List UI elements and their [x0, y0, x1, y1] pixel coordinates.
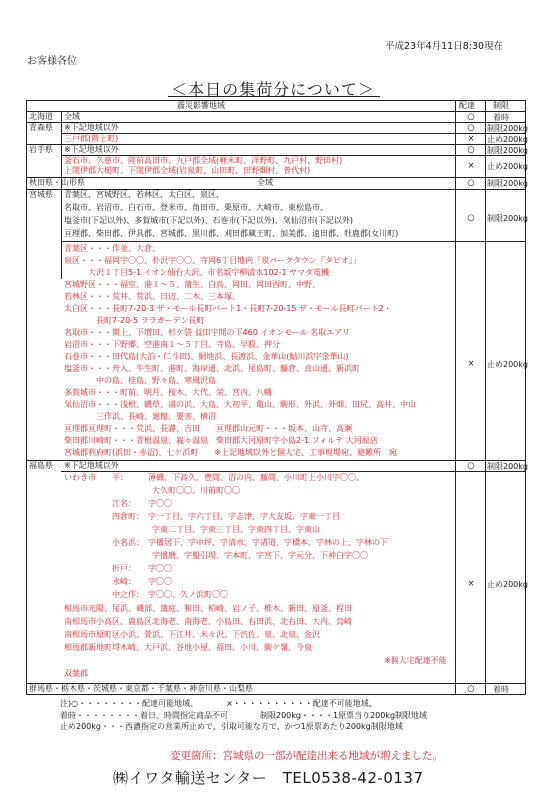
row-text: 上閉伊郡大槌町、下閉伊郡全域(岩泉町、山田町、田野畑村、普代村) [64, 166, 311, 175]
region-fukushima: 福島県 [29, 461, 53, 470]
region-aomori: 青森県 [29, 123, 53, 132]
row-text: 全域 [257, 178, 273, 187]
row-text: 青葉区、宮城野区、若林区、太白区、泉区、 [64, 190, 224, 199]
miyagi-detail-line: 岩沼市・・・下野郷、空港南１～５丁目、寺島、早股、押分 [64, 340, 280, 349]
limit-value: 制限200kg [487, 462, 528, 471]
limit-value: 止め200kg [487, 162, 528, 171]
limit-value: 着時 [493, 113, 509, 122]
limit-value: 制限200kg [487, 214, 528, 223]
row-text: 三戸郡(階上町) [64, 134, 119, 143]
row-text: 塩釜市(下記以外)、多賀城市(下記以外)、石巻市(下記以外)、気仙沼市(下記以外) [64, 216, 353, 225]
delivery-mark: ○ [467, 123, 475, 133]
title-underline [168, 96, 380, 97]
miyagi-detail-line: 塩釜市・・・舟入、牛生町、港町、海岸通、北浜、尾島町、藤倉、貞山通、新浜町 [64, 364, 360, 373]
miyagi-detail-line: 亘理郡亘理町・・・荒浜、長瀞、吉田 亘理郡山元町・・・坂本、山寺、高瀬 [64, 424, 352, 433]
header-limit: 制限 [493, 101, 509, 110]
region-hokkaido: 北海道 [29, 112, 53, 121]
delivery-mark: × [467, 579, 475, 589]
delivery-mark: × [467, 134, 475, 144]
fukushima-line: 小名浜： 字播居下、字中坪、字清水、字渚道、字橋本、字林の上、字林の下 [64, 538, 388, 547]
limit-value: 制限200kg [487, 146, 528, 155]
miyagi-detail-line: 柴田郡川崎町・・・青根温泉、峩々温泉 柴田郡大河原町字小島2-1 フォルテ 大河原店 [64, 436, 378, 445]
company-contact: ㈱イワタ輸送センター TEL0538-42-0137 [113, 769, 424, 787]
fukushima-line: 中之作： 字〇〇、久ノ浜町〇〇 [64, 590, 228, 599]
region-kanto: 群馬県・栃木県・茨城県・東京都・千葉県・神奈川県・山梨県 [29, 684, 253, 693]
note-line: 注)○・・・・・・・・配達可能地域、 ×・・・・・・・・・・配達不可能地域、 [60, 699, 377, 708]
miyagi-detail-line: 長町7-20-5 ララガーデン長町 [64, 316, 205, 325]
delivery-mark: ○ [467, 684, 475, 694]
limit-value: 止め200kg [487, 135, 528, 144]
limit-value: 着時 [493, 685, 509, 694]
delivery-status-table [26, 100, 526, 695]
miyagi-detail-line: 宮城郡利府町(浜田・赤沼)、七ケ浜町 ※上記地域以外と個人宅、工事現場宛、避難所 宛 [64, 448, 397, 457]
issue-date: 平成23年4月11日8:30現在 [385, 41, 504, 52]
page-title: ＜本日の集荷分について＞ [171, 80, 375, 99]
miyagi-detail-line: 三作浜、長崎、廻館、要害、横沼 [64, 412, 216, 421]
row-text: 全域 [64, 112, 80, 121]
fukushima-line: 双葉郡 [64, 669, 88, 678]
limit-value: 制限200kg [487, 124, 528, 133]
miyagi-detail-line: 中の島、桂島、野々島、寒風沢島 [64, 376, 216, 385]
miyagi-detail-line: 泉区・・・福岡字〇〇、朴沢字〇〇、寺岡6丁目地内「泉パークタウン『タピオ』」 [64, 256, 361, 265]
legend-notes [60, 698, 427, 733]
fukushima-line: 字東二丁目、字東三丁目、字東四丁目、字東山 [64, 525, 320, 534]
note-line: 止め200kg・・・西濃指定の営業所止めで、引取可能な方で、かつ1原票あたり200kg制限地域 [60, 722, 403, 731]
region-miyagi: 宮城県 [29, 190, 53, 199]
limit-value: 止め200kg [487, 580, 528, 589]
fukushima-line: 江名： 字〇〇 [64, 499, 172, 508]
delivery-mark: ○ [467, 178, 475, 188]
fukushima-line: 大久町〇〇、川前町〇〇 [64, 486, 240, 495]
fukushima-line: 南相馬市小高区、鹿島区北海老、南海老、小島田、右田浜、北右田、大内、烏崎 [64, 617, 352, 626]
fukushima-line: 四倉町： 字一丁目、字六丁目、字志津、字大友坂、字東一丁目 [64, 512, 340, 521]
row-text: ※下記地域以外 [64, 145, 119, 154]
delivery-mark: × [467, 161, 475, 171]
region-iwate: 岩手県 [29, 145, 53, 154]
miyagi-detail-line: 大沢１丁目5-1 イオン仙台大沢、市名坂字柳清水102-1 ヤマダ電機 [64, 268, 330, 277]
delivery-mark: ○ [467, 461, 475, 471]
miyagi-detail-line: 名取市・・・閖上、下増田、杉ケ袋 益田字開の下460 イオンモール 名取エアリ [64, 328, 350, 337]
row-text: ※下記地域以外 [64, 123, 119, 132]
region-akita-yamagata: 秋田県・山形県 [29, 178, 85, 187]
col-divider-region [61, 111, 62, 279]
miyagi-detail-line: 青葉区・・・作並、大倉、 [64, 244, 160, 253]
row-text: 釜石市、久慈市、陸前高田市、九戸郡全域(軽米町、洋野町、九戸村、野田村) [64, 156, 343, 165]
header-area: 震災影響地域 [177, 101, 225, 110]
row-text: 亘理郡、柴田郡、伊具郡、宮城郡、黒川郡、刈田郡蔵王町、加美郡、遠田郡、牡鹿郡(女川町) [64, 229, 399, 238]
miyagi-detail-line: 若林区・・・荒井、荒浜、日辺、二木、三本塚、 [64, 292, 240, 301]
limit-value: 制限200kg [487, 179, 528, 188]
header-delivery: 配達 [459, 101, 475, 110]
note-line: 着時・・・・・・・・着日、時間指定商品不可 制限200kg・・・・1原票当り200kg制限地域 [60, 710, 428, 720]
fukushima-line: 折戸： 字〇〇 [64, 564, 172, 573]
change-notice: 変更箇所：宮城県の一部が配達出来る地域が増えました。 [170, 750, 443, 762]
row-text: 名取市、岩沼市、白石市、登米市、角田市、栗原市、大崎市、東松島市、 [64, 203, 328, 212]
fukushima-line: 相馬市光陽、尾浜、磯部、蒲庭、和田、柏崎、岩ノ子、椎木、新田、原釜、程田 [64, 604, 352, 613]
miyagi-detail-line: 気仙沼市・・・浅根、磯草、浦の浜、大島、大初平、亀山、駒形、外浜、外畑、田尻、高井、中山 [64, 400, 416, 409]
delivery-mark: ○ [467, 145, 475, 155]
miyagi-detail-line: 宮城野区・・・福室、港１～５、蒲生、白鳥、岡田、岡田西町、中野、 [64, 280, 320, 289]
fukushima-line: 永崎： 字〇〇 [64, 577, 172, 586]
delivery-mark: ○ [467, 213, 475, 223]
addressee: お客様各位 [27, 56, 77, 67]
fukushima-note: ※個人宅配達不能 [384, 656, 447, 665]
delivery-mark: × [467, 359, 475, 369]
miyagi-detail-line: 石巻市・・・田代島(大泊・仁斗田)、網地浜、長渡浜、金華山(鮎川浜字金華山) [64, 352, 349, 361]
fukushima-line: 相馬郡新地町埒木崎、大戸浜、谷地小屋、福田、小川、駒ケ嶺、今泉 [64, 643, 312, 652]
fukushima-line: いわき市 平： 薄磯、下高久、豊間、沼の内、藤間、小川町上小川字〇〇、 [64, 473, 364, 482]
delivery-mark: ○ [467, 112, 475, 122]
row-text: ※下記地域以外 [64, 461, 119, 470]
miyagi-detail-line: 多賀城市・・・町前、明月、桜木、大代、栄、宮内、八幡 [64, 388, 272, 397]
miyagi-detail-line: 太白区・・・長町7-20-3 ザ・モール長町パート1・長町7-20-15 ザ・モール長町パート2・ [64, 304, 392, 313]
limit-value: 止め200kg [487, 360, 528, 369]
fukushima-line: 字播磨、字船引場、字本町、字宮下、字元分、下神白字〇〇 [64, 551, 368, 560]
fukushima-line: 南相馬市原町区小浜、萱浜、下江井、米々沢、下渋佐、泉、北泉、金沢 [64, 630, 320, 639]
